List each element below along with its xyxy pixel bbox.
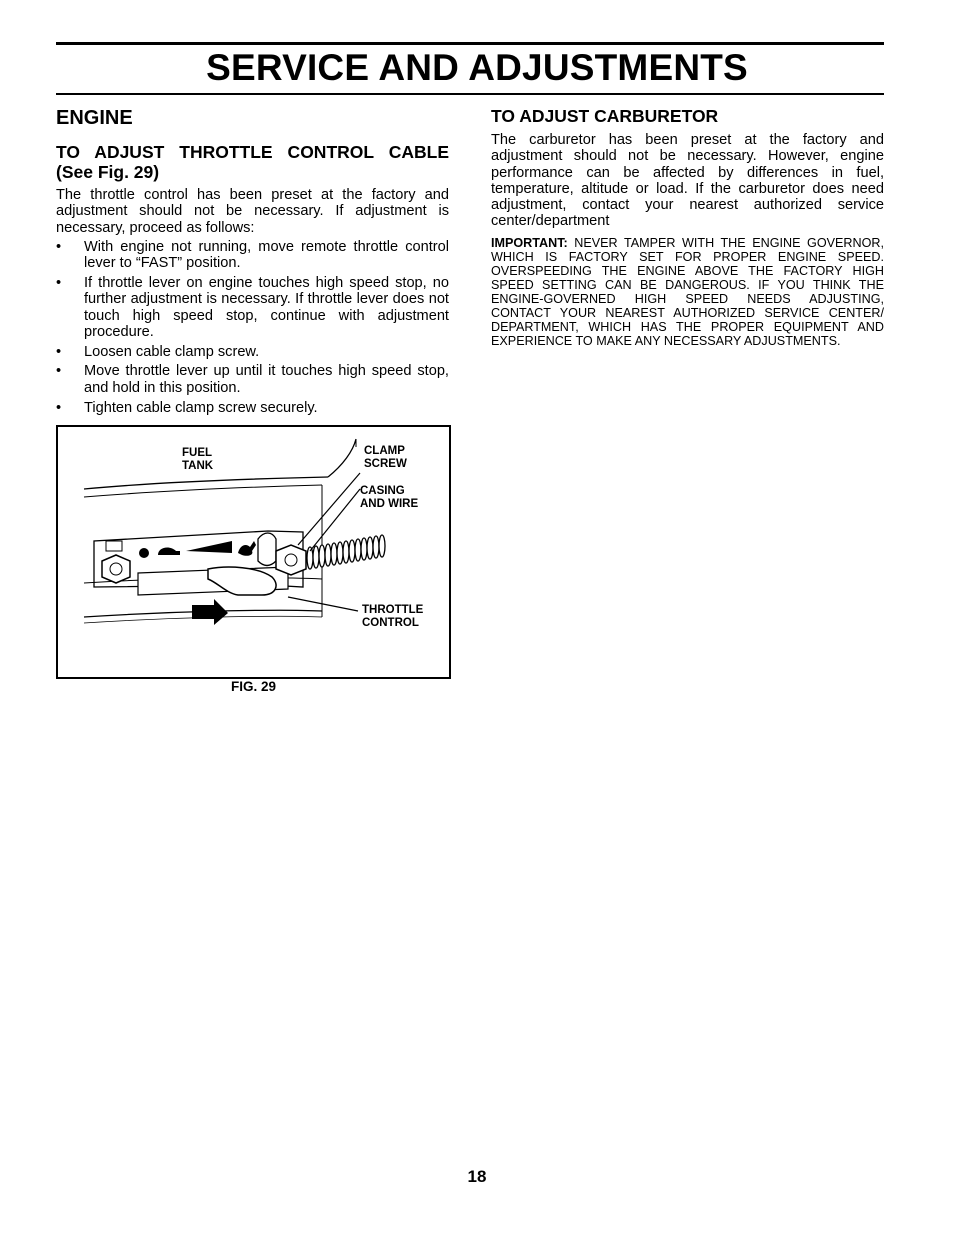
title-underline — [56, 93, 884, 95]
arrow-right-icon — [192, 599, 228, 625]
label-throttle-control: THROTTLE CONTROL — [362, 604, 424, 629]
throttle-steps-list — [56, 239, 449, 416]
list-item: • Loosen cable clamp screw. — [56, 344, 449, 360]
label-clamp-screw: CLAMP SCREW — [364, 445, 407, 470]
page-number: 18 — [467, 1167, 487, 1186]
throttle-section-title: TO ADJUST THROTTLE CONTROL CABLE (See Fig. 29) — [56, 142, 449, 182]
carburetor-section-title: TO ADJUST CARBURETOR — [491, 106, 719, 126]
throttle-intro-paragraph: The throttle control has been preset at the factory and adjustment should not be necessary. If adjustment is necessary, proceed as follows: — [56, 187, 449, 236]
rabbit-icon — [238, 541, 256, 556]
choke-icon — [139, 548, 149, 558]
section-title-engine: ENGINE — [56, 107, 133, 129]
label-fuel-tank: FUEL TANK — [182, 447, 214, 472]
label-casing-and-wire: CASING AND WIRE — [360, 485, 419, 510]
list-item: • Tighten cable clamp screw securely. — [56, 400, 449, 416]
important-text: NEVER TAMPER WITH THE ENGINE GOVERNOR, WHICH IS FACTORY SET FOR PROPER ENGINE SPEED. OVERSPEEDING THE ENGINE ABOVE THE FACTORY HIGH SPEED SETTING CAN BE DANGEROUS. IF YOU THINK THE ENGINE-GOVERNED HIGH SPEED NEEDS ADJUSTING, CONTACT YOUR NEAREST AUTHORIZED SERVICE CENTER/ DEPARTMENT, WHICH HAS THE PROPER EQUIPMENT AND EXPERIENCE TO MAKE ANY NECESSARY ADJUSTMENTS. — [491, 235, 884, 348]
clamp-screw-hex — [276, 545, 306, 575]
carburetor-paragraph: The carburetor has been preset at the factory and adjustment should not be necessary. However, engine performance can be affected by differences in fuel, temperature, altitude or load. If the carburetor does need adjustment, contact your nearest authorized service center/department — [491, 132, 884, 230]
figure-29-box — [56, 425, 451, 679]
right-column — [491, 104, 884, 348]
important-notice — [491, 236, 884, 348]
page-title: SERVICE AND ADJUSTMENTS — [206, 47, 748, 88]
speed-wedge — [186, 541, 232, 553]
top-rule — [56, 42, 884, 45]
left-column — [56, 104, 449, 419]
figure-caption: FIG. 29 — [230, 679, 276, 694]
important-label: IMPORTANT: — [491, 235, 568, 250]
list-item: • If throttle lever on engine touches high speed stop, no further adjustment is necessary. If throttle lever does not touch high speed stop, continue with adjustment procedure. — [56, 275, 449, 340]
left-bolt-hex — [102, 555, 130, 583]
list-item: • With engine not running, move remote throttle control lever to “FAST” position. — [56, 239, 449, 272]
turtle-icon — [158, 548, 180, 555]
list-item: • Move throttle lever up until it touches high speed stop, and hold in this position. — [56, 363, 449, 396]
